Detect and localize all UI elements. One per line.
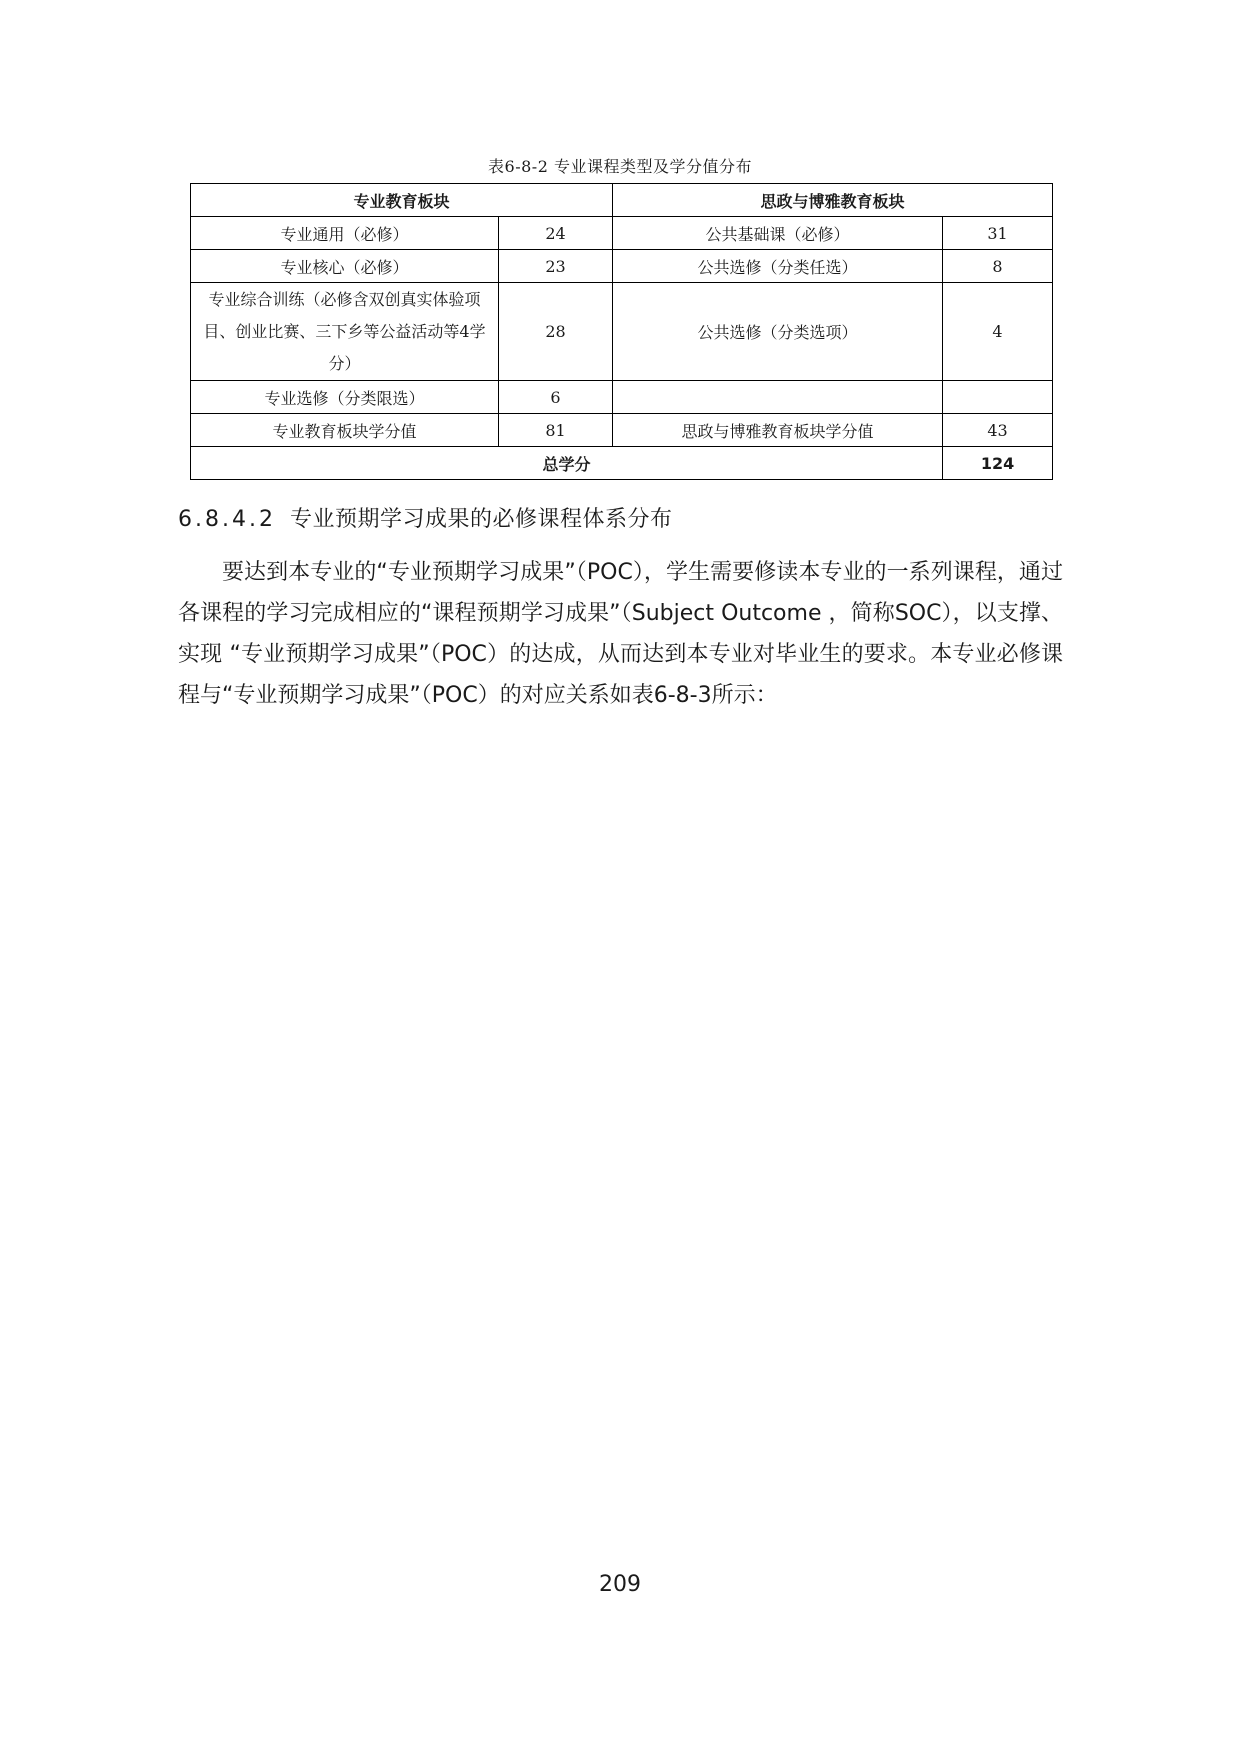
table-header-row	[191, 184, 1053, 217]
row-label-left: 专业核心（必修）	[191, 250, 499, 283]
row-value-right: 4	[943, 283, 1053, 381]
row-label-left: 专业教育板块学分值	[191, 414, 499, 447]
header-professional: 专业教育板块	[191, 184, 613, 217]
table-row	[191, 381, 1053, 414]
row-value-right	[943, 381, 1053, 414]
total-label: 总学分	[191, 447, 943, 480]
row-value-right: 31	[943, 217, 1053, 250]
row-value-right: 8	[943, 250, 1053, 283]
row-value-left: 28	[499, 283, 613, 381]
table-row	[191, 283, 1053, 381]
section-number: 6.8.4.2	[178, 507, 276, 532]
header-ideological: 思政与博雅教育板块	[613, 184, 1053, 217]
row-value-left: 81	[499, 414, 613, 447]
row-value-left: 24	[499, 217, 613, 250]
row-value-left: 6	[499, 381, 613, 414]
table-total-row	[191, 447, 1053, 480]
row-label-right: 公共选修（分类选项）	[613, 283, 943, 381]
table-caption: 表6-8-2 专业课程类型及学分值分布	[488, 157, 752, 176]
row-label-left: 专业选修（分类限选）	[191, 381, 499, 414]
table-row	[191, 250, 1053, 283]
table-row	[191, 414, 1053, 447]
row-label-left: 专业通用（必修）	[191, 217, 499, 250]
row-label-right: 公共基础课（必修）	[613, 217, 943, 250]
row-label-left: 专业综合训练（必修含双创真实体验项目、创业比赛、三下乡等公益活动等4学分）	[191, 283, 499, 381]
row-label-right	[613, 381, 943, 414]
row-value-left: 23	[499, 250, 613, 283]
row-value-right: 43	[943, 414, 1053, 447]
total-value: 124	[943, 447, 1053, 480]
table-row	[191, 217, 1053, 250]
page-number: 209	[599, 1572, 641, 1597]
body-paragraph: 要达到本专业的“专业预期学习成果”（POC），学生需要修读本专业的一系列课程，通过各课程的学习完成相应的“课程预期学习成果”（Subject Outcome ，简称SOC），以支撑、实现 “专业预期学习成果”（POC）的达成，从而达到本专业对毕业生的要求。本专业必修课程与“专业预期学习成果”（POC）的对应关系如表6-8-3所示：	[178, 560, 1063, 708]
section-heading	[178, 502, 673, 533]
row-label-right: 思政与博雅教育板块学分值	[613, 414, 943, 447]
section-title: 专业预期学习成果的必修课程体系分布	[290, 507, 673, 532]
credits-table	[190, 183, 1053, 480]
row-label-right: 公共选修（分类任选）	[613, 250, 943, 283]
